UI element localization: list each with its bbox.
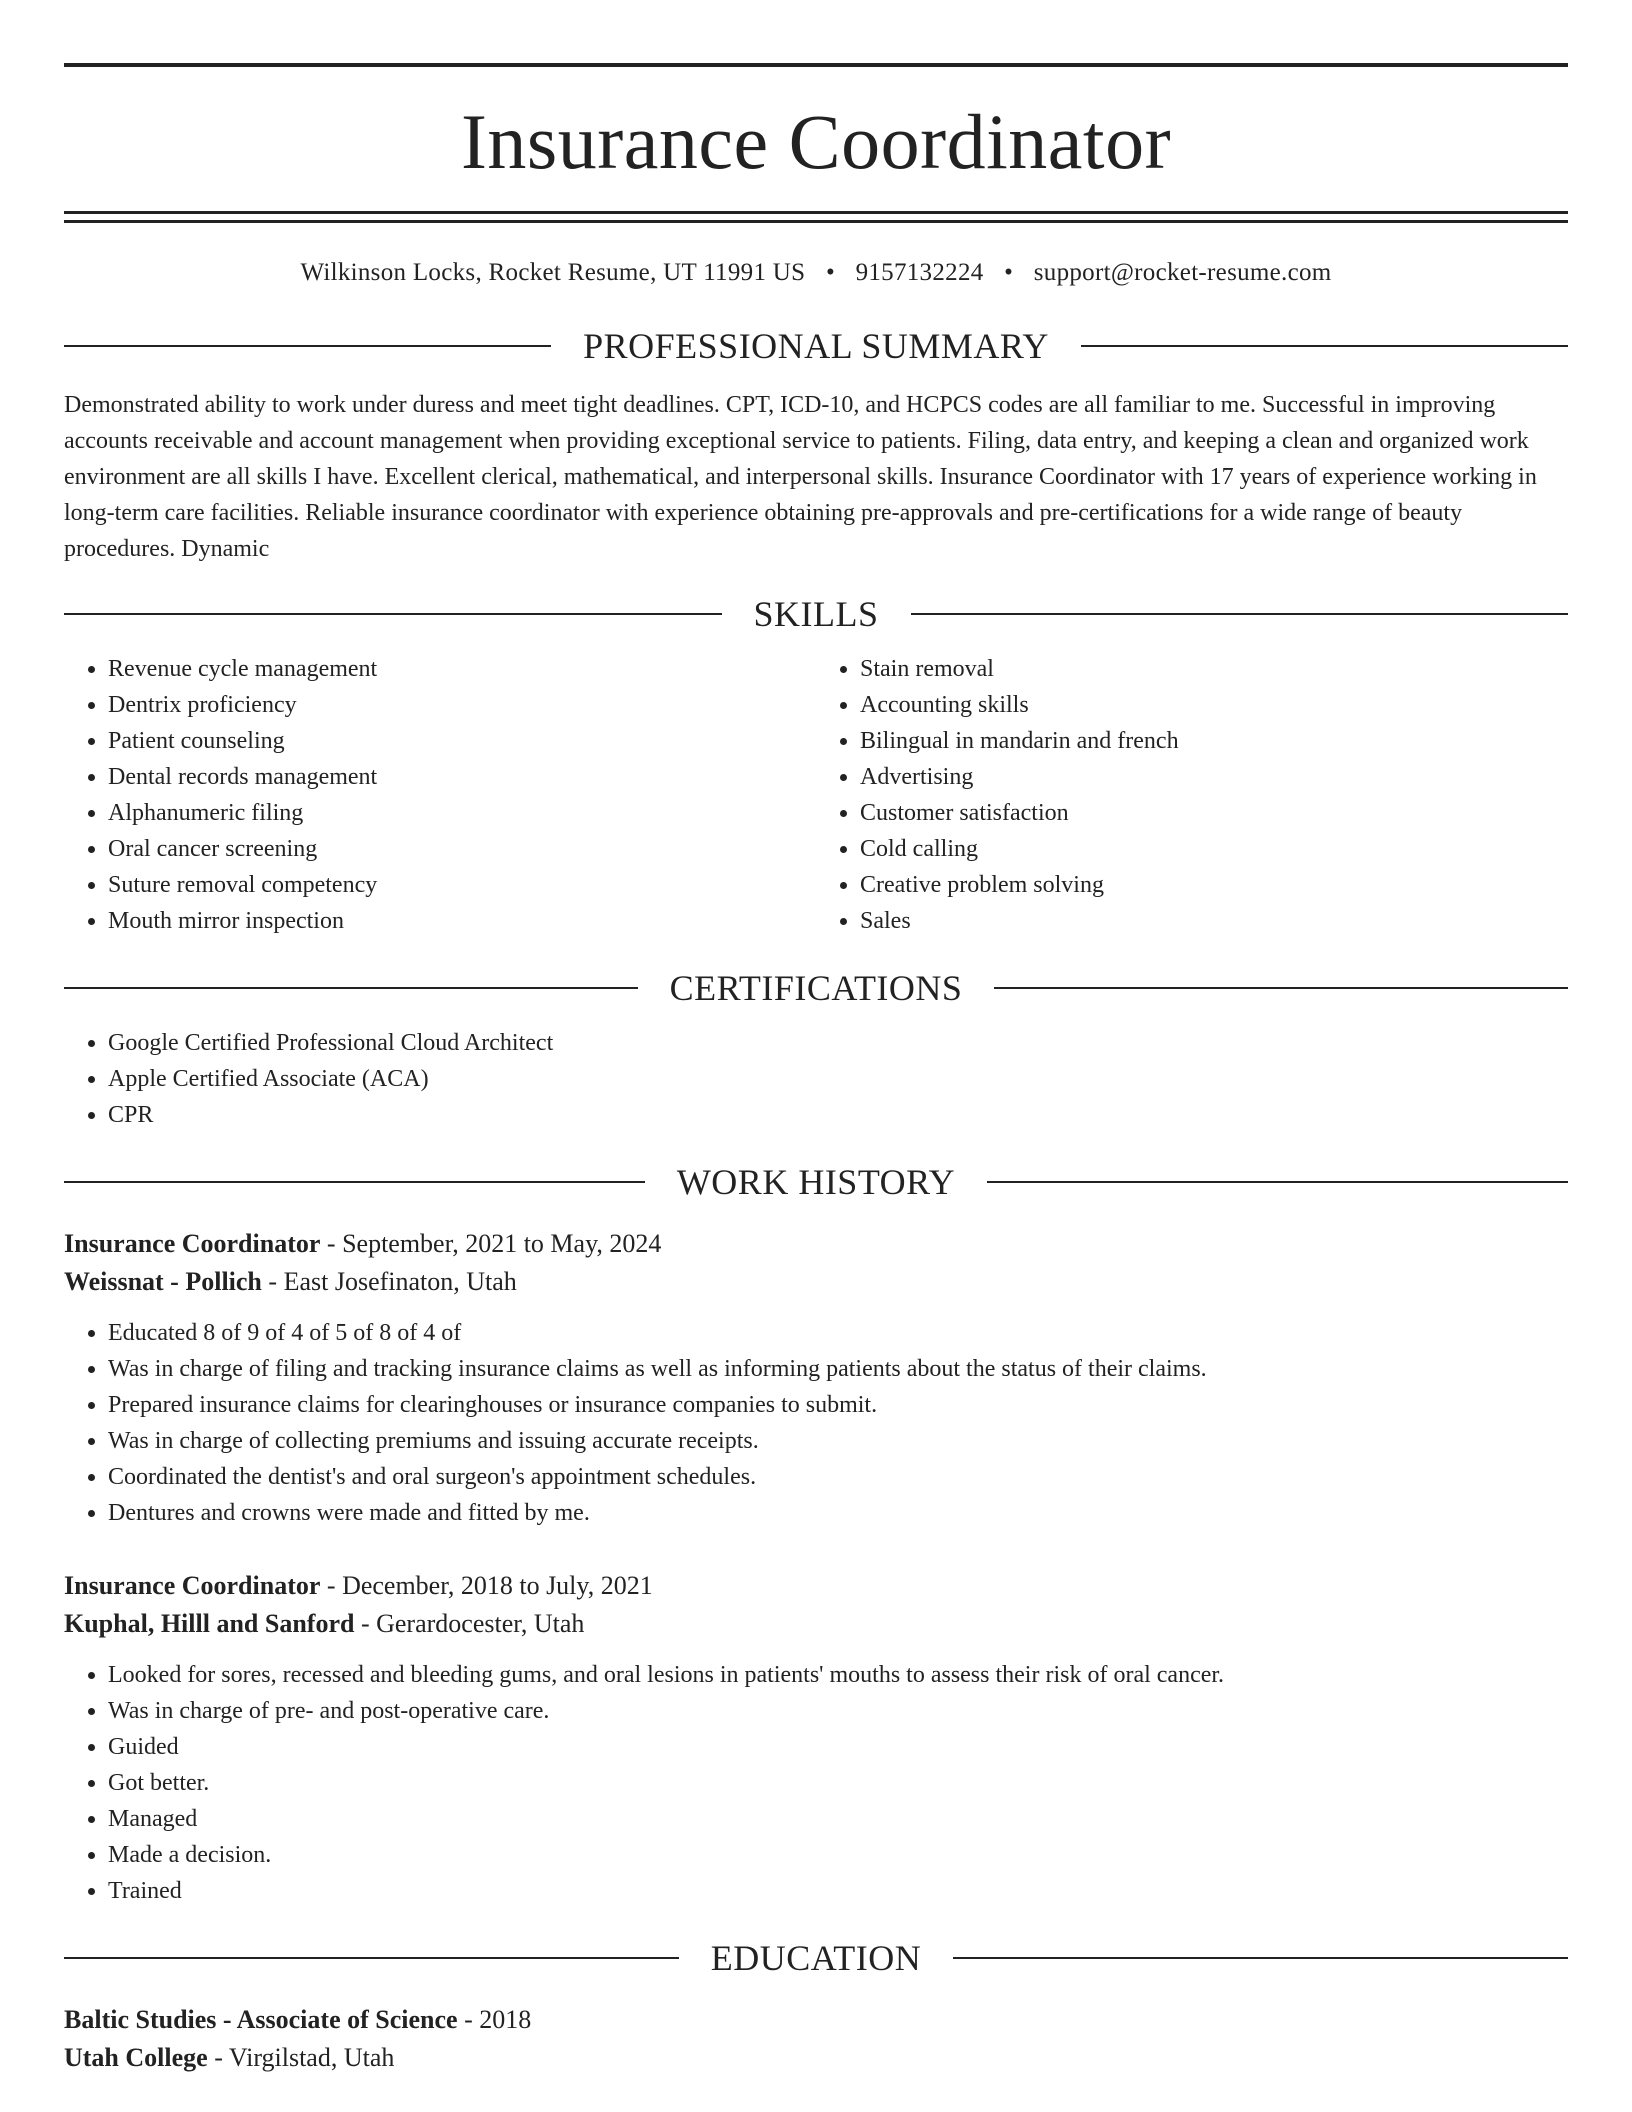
heading-rule-left — [64, 345, 551, 347]
job-dates: - September, 2021 to May, 2024 — [320, 1229, 662, 1258]
education-entry — [64, 2001, 1568, 2077]
certifications-list — [64, 1025, 1568, 1133]
job-duty-item: • Dentures and crowns were made and fitted by me. — [108, 1495, 1568, 1531]
education-year: - 2018 — [457, 2005, 532, 2034]
job-duty-item: • Prepared insurance claims for clearinghouses or insurance companies to submit. — [108, 1387, 1568, 1423]
contact-phone: 9157132224 — [855, 259, 984, 286]
education-degree-line — [64, 2001, 1568, 2039]
skill-item: • Sales — [860, 903, 1568, 939]
education-school-line — [64, 2039, 1568, 2077]
summary-title: PROFESSIONAL SUMMARY — [583, 326, 1049, 366]
job-duty-item: • Trained — [108, 1873, 1568, 1909]
job-role-line — [64, 1225, 1568, 1263]
skill-item: • Creative problem solving — [860, 867, 1568, 903]
job-duty-item: • Managed — [108, 1801, 1568, 1837]
job-role-line — [64, 1567, 1568, 1605]
education-school: Utah College — [64, 2043, 208, 2072]
skill-item: • Customer satisfaction — [860, 795, 1568, 831]
certifications-heading — [64, 967, 1568, 1009]
job-duty-item: • Was in charge of pre- and post-operative care. — [108, 1693, 1568, 1729]
skill-item: • Accounting skills — [860, 687, 1568, 723]
skills-columns — [64, 651, 1568, 939]
certification-item: • CPR — [108, 1097, 1568, 1133]
job-duty-item: • Was in charge of filing and tracking insurance claims as well as informing patients about the status of their claims. — [108, 1351, 1568, 1387]
job-duties-list — [64, 1657, 1568, 1909]
heading-rule-right — [994, 987, 1568, 989]
job-dates: - December, 2018 to July, 2021 — [320, 1571, 653, 1600]
education-degree: Baltic Studies - Associate of Science — [64, 2005, 458, 2034]
heading-rule-left — [64, 1181, 645, 1183]
certifications-title: CERTIFICATIONS — [669, 968, 963, 1008]
job-location: - Gerardocester, Utah — [354, 1609, 585, 1638]
contact-email: support@rocket-resume.com — [1033, 259, 1332, 286]
job-entry — [64, 1225, 1568, 1531]
skill-item: • Oral cancer screening — [108, 831, 816, 867]
skills-list-left — [64, 651, 816, 939]
summary-text: Demonstrated ability to work under duress and meet tight deadlines. CPT, ICD-10, and HCPCS codes are all familiar to me. Successful in improving accounts receivable and account management when providing exceptional service to patients. Filing, data entry, and keeping a clean and organized work environment are all skills I have. Excellent clerical, mathematical, and interpersonal skills. Insurance Coordinator with 17 years of experience working in long-term care facilities. Reliable insurance coordinator with experience obtaining pre-approvals and pre-certifications for a wide range of beauty procedures. Dynamic — [64, 392, 1537, 562]
skill-item: • Alphanumeric filing — [108, 795, 816, 831]
contact-line — [64, 259, 1568, 287]
resume-title: Insurance Coordinator — [460, 98, 1172, 185]
education-title: EDUCATION — [710, 1938, 922, 1978]
job-company: Weissnat - Pollich — [64, 1267, 262, 1296]
top-rule — [64, 63, 1568, 67]
education-location: - Virgilstad, Utah — [207, 2043, 395, 2072]
job-company: Kuphal, Hilll and Sanford — [64, 1609, 355, 1638]
heading-rule-left — [64, 987, 638, 989]
heading-rule-left — [64, 1957, 679, 1959]
job-duties-list — [64, 1315, 1568, 1531]
job-duty-item: • Made a decision. — [108, 1837, 1568, 1873]
heading-rule-right — [1081, 345, 1568, 347]
education-heading — [64, 1937, 1568, 1979]
skill-item: • Dental records management — [108, 759, 816, 795]
skills-title: SKILLS — [753, 594, 879, 634]
title-double-rule — [64, 211, 1568, 223]
work-history-title: WORK HISTORY — [676, 1162, 956, 1202]
heading-rule-right — [987, 1181, 1568, 1183]
contact-separator: • — [825, 259, 835, 286]
skill-item: • Stain removal — [860, 651, 1568, 687]
contact-address: Wilkinson Locks, Rocket Resume, UT 11991 US — [300, 259, 806, 286]
skill-item: • Suture removal competency — [108, 867, 816, 903]
certification-item: • Apple Certified Associate (ACA) — [108, 1061, 1568, 1097]
job-duty-item: • Educated 8 of 9 of 4 of 5 of 8 of 4 of — [108, 1315, 1568, 1351]
skill-item: • Mouth mirror inspection — [108, 903, 816, 939]
job-company-line — [64, 1263, 1568, 1301]
job-duty-item: • Looked for sores, recessed and bleeding gums, and oral lesions in patients' mouths to assess their risk of oral cancer. — [108, 1657, 1568, 1693]
contact-separator: • — [1004, 259, 1014, 286]
job-duty-item: • Coordinated the dentist's and oral surgeon's appointment schedules. — [108, 1459, 1568, 1495]
work-history-heading — [64, 1161, 1568, 1203]
job-duty-item: • Was in charge of collecting premiums and issuing accurate receipts. — [108, 1423, 1568, 1459]
certification-item: • Google Certified Professional Cloud Architect — [108, 1025, 1568, 1061]
skill-item: • Dentrix proficiency — [108, 687, 816, 723]
heading-rule-right — [911, 613, 1569, 615]
job-duty-item: • Guided — [108, 1729, 1568, 1765]
heading-rule-right — [953, 1957, 1568, 1959]
job-duty-item: • Got better. — [108, 1765, 1568, 1801]
summary-heading — [64, 325, 1568, 367]
skills-heading — [64, 593, 1568, 635]
job-entry — [64, 1567, 1568, 1909]
job-location: - East Josefinaton, Utah — [261, 1267, 517, 1296]
skill-item: • Patient counseling — [108, 723, 816, 759]
skill-item: • Bilingual in mandarin and french — [860, 723, 1568, 759]
skill-item: • Advertising — [860, 759, 1568, 795]
job-role: Insurance Coordinator — [64, 1571, 321, 1600]
skills-list-right — [816, 651, 1568, 939]
skill-item: • Revenue cycle management — [108, 651, 816, 687]
heading-rule-left — [64, 613, 722, 615]
job-company-line — [64, 1605, 1568, 1643]
job-role: Insurance Coordinator — [64, 1229, 321, 1258]
skill-item: • Cold calling — [860, 831, 1568, 867]
